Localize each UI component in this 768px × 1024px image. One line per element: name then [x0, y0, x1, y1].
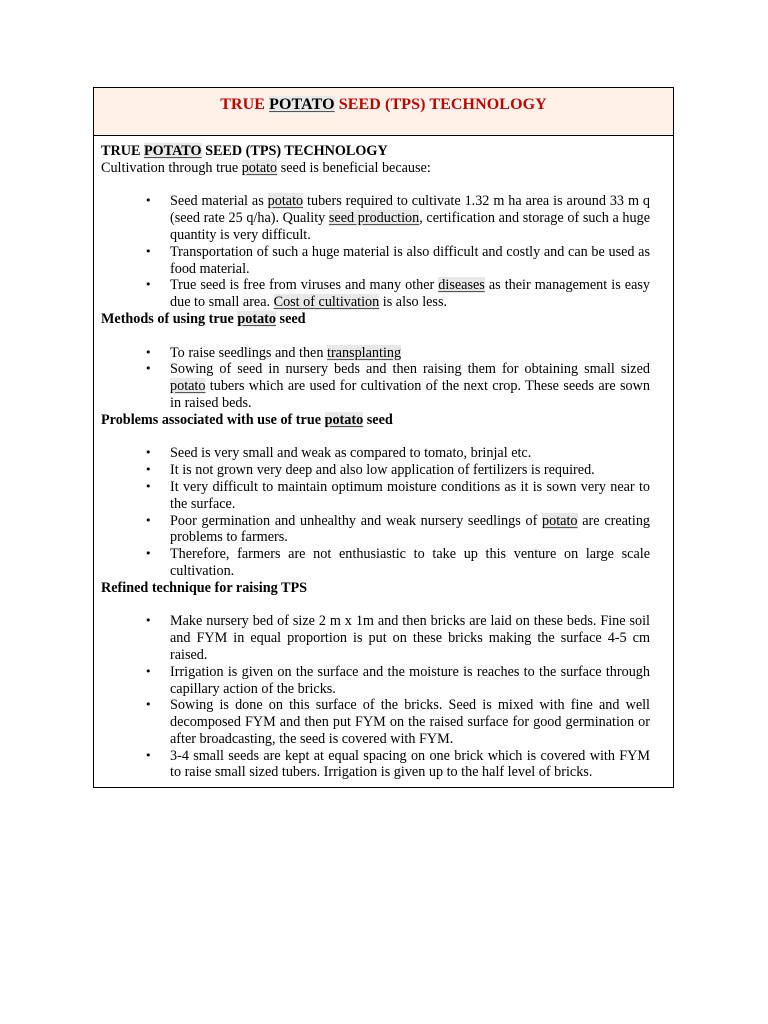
document-title [94, 95, 673, 115]
item-text: To raise seedlings and then [170, 344, 327, 361]
item-text: as their management is easy due to small area. [170, 277, 650, 311]
method-item [101, 345, 650, 362]
title-banner [94, 88, 673, 136]
item-text: Sowing is done on this surface of the bricks. Seed is mixed with fine and well decomposed FYM and then put FYM on the raised surface for good germination or after broadcasting, the seed is covered with FYM. [170, 697, 650, 747]
item-text: Seed is very small and weak as compared to tomato, brinjal etc. [170, 445, 532, 462]
heading-text-pre: Methods of using true [101, 310, 238, 327]
document-box [93, 87, 674, 788]
item-text: , certification and storage of such a huge quantity is very difficult. [170, 210, 650, 243]
heading-text-pre: Problems associated with use of true [101, 411, 325, 428]
link-potato[interactable]: potato [170, 378, 206, 395]
title-text-pre: TRUE [220, 96, 270, 113]
link-cost-of-cultivation[interactable]: Cost of cultivation [273, 294, 380, 311]
link-seed-production[interactable]: seed production [328, 210, 420, 227]
intro-text-pre: Cultivation through true [101, 159, 242, 176]
problem-item [101, 479, 650, 513]
refined-item [101, 664, 650, 698]
heading-link-potato[interactable]: potato [324, 411, 364, 428]
heading-text-post: seed [363, 411, 393, 428]
item-text: tubers which are used for cultivation of the next crop. These seeds are sown in raised beds. [170, 378, 650, 411]
main-heading [101, 143, 650, 160]
heading-link-potato[interactable]: POTATO [143, 143, 202, 159]
item-text: Irrigation is given on the surface and the moisture is reaches to the surface through capillary action of the bricks. [170, 663, 650, 697]
refined-item [101, 748, 650, 782]
problems-heading [101, 412, 650, 429]
title-link-potato[interactable]: POTATO [269, 96, 335, 113]
benefits-list [101, 193, 650, 311]
item-text: Poor germination and unhealthy and weak nursery seedlings of [170, 512, 543, 529]
spacer [101, 177, 650, 194]
intro-line [101, 160, 650, 177]
spacer [101, 429, 650, 446]
document-body [94, 136, 673, 787]
link-potato[interactable]: potato [542, 512, 578, 529]
refined-heading: Refined technique for raising TPS [101, 579, 307, 596]
benefit-item [101, 193, 650, 243]
heading-text-pre: TRUE [101, 143, 144, 159]
item-text: Transportation of such a huge material is also difficult and costly and can be used as food material. [170, 243, 650, 277]
problem-item [101, 462, 650, 479]
problem-item [101, 513, 650, 547]
refined-item [101, 613, 650, 663]
item-text: is also less. [379, 294, 448, 311]
spacer [101, 328, 650, 345]
problems-list [101, 445, 650, 579]
intro-link-potato[interactable]: potato [241, 159, 278, 176]
heading-text-post: seed [276, 310, 306, 327]
link-diseases[interactable]: diseases [438, 277, 485, 294]
item-text: True seed is free from viruses and many other [170, 277, 439, 294]
refined-item [101, 697, 650, 747]
title-text-post: SEED (TPS) TECHNOLOGY [334, 96, 547, 113]
item-text: Seed material as [170, 193, 268, 210]
methods-list [101, 345, 650, 412]
item-text: Therefore, farmers are not enthusiastic to take up this venture on large scale cultivation. [170, 546, 650, 579]
item-text: It very difficult to maintain optimum moisture conditions as it is sown very near to the surface. [170, 478, 650, 512]
item-text: are creating problems to farmers. [170, 512, 651, 546]
intro-text-post: seed is beneficial because: [277, 159, 431, 176]
item-text: tubers required to cultivate 1.32 m ha area is around 33 m q (seed rate 25 q/ha). Quality [170, 193, 651, 227]
heading-text-post: SEED (TPS) TECHNOLOGY [201, 143, 388, 159]
item-text: Sowing of seed in nursery beds and then raising them for obtaining small sized [170, 361, 650, 378]
methods-heading [101, 311, 650, 328]
benefit-item [101, 277, 650, 311]
refined-list [101, 613, 650, 781]
item-text: Make nursery bed of size 2 m x 1m and then bricks are laid on these beds. Fine soil and FYM in equal proportion is put on these bricks making the surface 4-5 cm raised. [170, 613, 650, 663]
item-text: It is not grown very deep and also low application of fertilizers is required. [170, 462, 595, 479]
heading-link-potato[interactable]: potato [237, 310, 276, 327]
spacer [101, 597, 650, 614]
problem-item [101, 546, 650, 580]
problem-item [101, 445, 650, 462]
item-text: 3-4 small seeds are kept at equal spacing on one brick which is covered with FYM to raise small sized tubers. Irrigation is given up to the half level of bricks. [170, 747, 650, 781]
benefit-item [101, 244, 650, 278]
method-item [101, 361, 650, 411]
link-transplanting[interactable]: transplanting [327, 344, 402, 361]
link-potato[interactable]: potato [267, 193, 304, 210]
